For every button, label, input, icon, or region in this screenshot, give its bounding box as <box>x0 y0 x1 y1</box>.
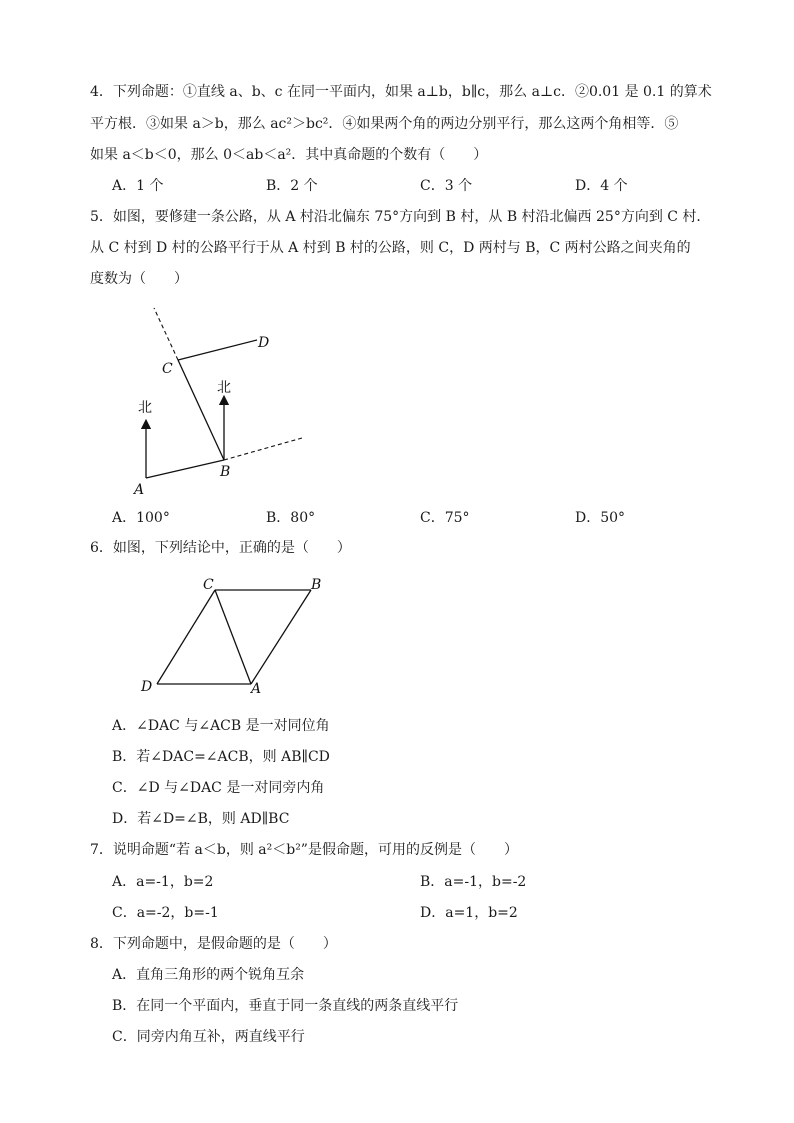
segment-cd <box>178 340 257 360</box>
q5-option-d: D．50° <box>575 510 626 526</box>
q5-option-a: A．100° <box>112 510 170 526</box>
label-north-b: 北 <box>217 380 231 396</box>
q6-option-b: B．若∠DAC=∠ACB，则 AB∥CD <box>112 749 330 765</box>
q4-option-a: A．1 个 <box>112 178 164 194</box>
q4-option-b: B．2 个 <box>266 178 318 194</box>
q6-option-a: A．∠DAC 与∠ACB 是一对同位角 <box>112 718 330 734</box>
q4-option-c: C．3 个 <box>420 178 473 194</box>
q4-stem-line-3: 如果 a＜b＜0，那么 0＜ab＜a²．其中真命题的个数有（ ） <box>90 147 488 163</box>
q8-stem: 8．下列命题中，是假命题的是（ ） <box>90 936 337 952</box>
label-d: D <box>141 679 153 695</box>
segment-ba <box>251 590 311 684</box>
label-b: B <box>311 577 322 593</box>
q5-option-c: C．75° <box>420 510 470 526</box>
segment-ab <box>146 460 224 478</box>
q7-option-c: C．a=-2，b=-1 <box>112 905 219 921</box>
q5-stem-line-2: 从 C 村到 D 村的公路平行于从 A 村到 B 村的公路，则 C，D 两村与 B，C 两村公路之间夹角的 <box>90 240 691 256</box>
q7-stem: 7．说明命题“若 a＜b，则 a²＜b²”是假命题，可用的反例是（ ） <box>90 842 518 858</box>
label-a: A <box>134 482 145 498</box>
q6-stem: 6．如图，下列结论中，正确的是（ ） <box>90 540 351 556</box>
q6-figure <box>135 572 335 700</box>
q8-option-b: B．在同一个平面内，垂直于同一条直线的两条直线平行 <box>112 998 459 1014</box>
q4-stem-line-2: 平方根．③如果 a＞b，那么 ac²＞bc²．④如果两个角的两边分别平行，那么这两个角相等．⑤ <box>90 116 679 132</box>
q8-option-c: C．同旁内角互补，两直线平行 <box>112 1029 305 1045</box>
label-d: D <box>258 335 270 351</box>
q5-figure <box>120 300 320 500</box>
label-c: C <box>203 577 214 593</box>
label-b: B <box>220 464 231 480</box>
label-c: C <box>162 361 173 377</box>
q6-option-c: C．∠D 与∠DAC 是一对同旁内角 <box>112 780 325 796</box>
q5-option-b: B．80° <box>266 510 316 526</box>
label-north-a: 北 <box>138 400 152 416</box>
q7-option-b: B．a=-1，b=-2 <box>420 874 527 890</box>
extension-ab-dashed <box>224 438 302 460</box>
q4-stem-line-1: 4．下列命题：①直线 a、b、c 在同一平面内，如果 a⊥b，b∥c，那么 a⊥c．②0.01 是 0.1 的算术 <box>90 84 712 100</box>
q5-stem-line-3: 度数为（ ） <box>90 271 188 287</box>
q4-option-d: D．4 个 <box>575 178 628 194</box>
q7-option-d: D．a=1，b=2 <box>420 905 518 921</box>
segment-dc <box>157 590 215 684</box>
segment-ca <box>215 590 251 684</box>
label-a: A <box>251 681 262 697</box>
extension-bc-dashed <box>154 308 178 360</box>
q6-option-d: D．若∠D=∠B，则 AD∥BC <box>112 811 290 827</box>
q8-option-a: A．直角三角形的两个锐角互余 <box>112 967 305 983</box>
q7-option-a: A．a=-1，b=2 <box>112 874 214 890</box>
q5-stem-line-1: 5．如图，要修建一条公路，从 A 村沿北偏东 75°方向到 B 村，从 B 村沿北偏西 25°方向到 C 村． <box>90 209 711 225</box>
segment-bc <box>178 360 224 460</box>
